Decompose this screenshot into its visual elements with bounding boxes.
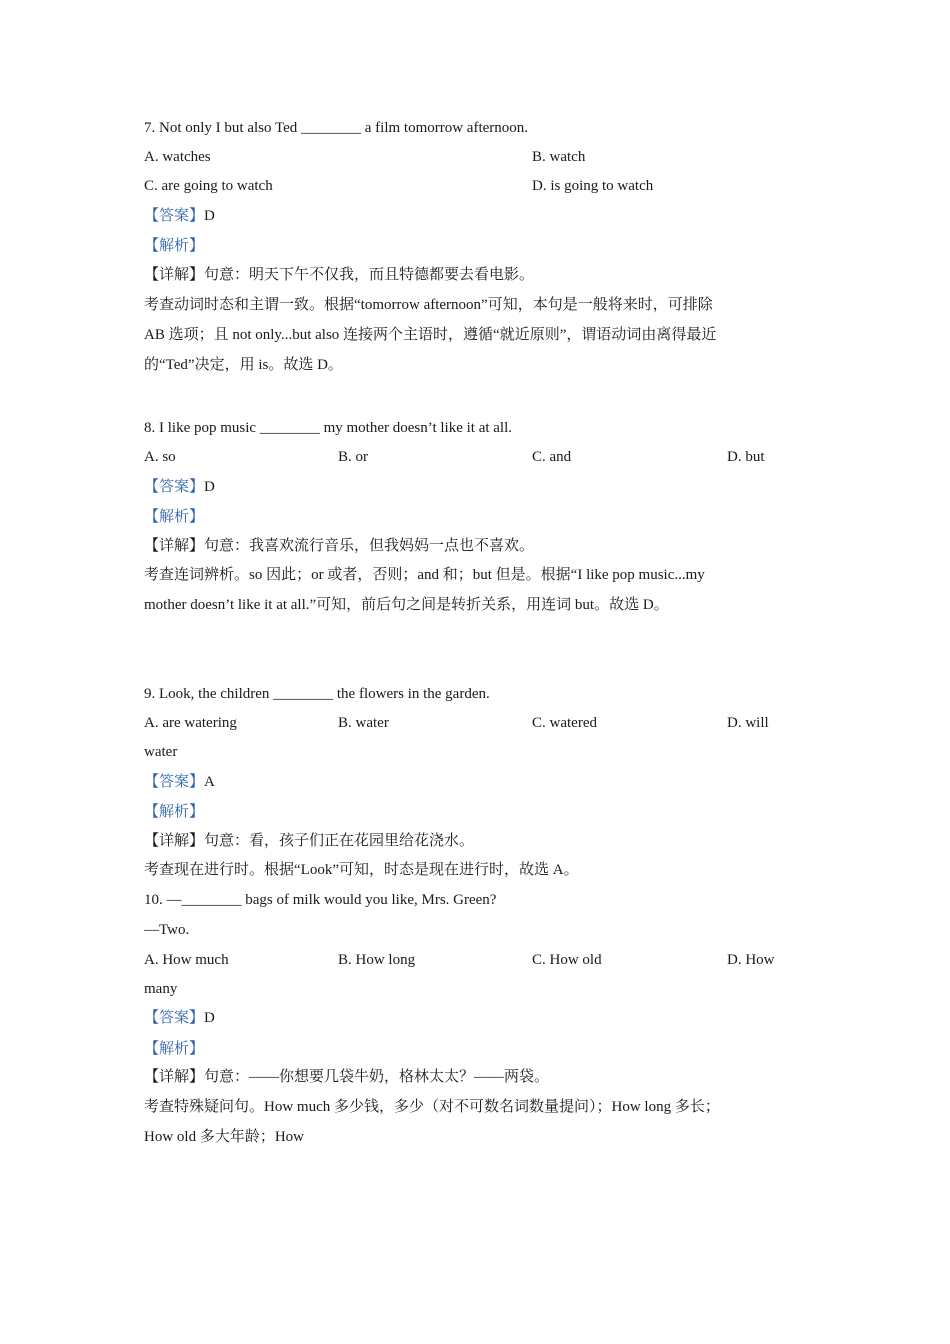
question-10-analysis-tag: 【解析】 <box>144 1041 205 1057</box>
question-8-option-b: B. or <box>338 449 368 465</box>
question-10-stem-reply: —Two. <box>144 922 190 938</box>
question-8-option-c: C. and <box>532 449 572 465</box>
answer-tag: 【答案】 <box>144 208 205 224</box>
question-9-detail <box>144 831 474 851</box>
question-9-stem: 9. Look, the children ________ the flowers in the garden. <box>144 686 490 702</box>
question-9-explanation-line-1: 考查现在进行时。根据“Look”可知，时态是现在进行时，故选 A。 <box>144 862 579 878</box>
question-7-explanation-line-1: 考查动词时态和主谓一致。根据“tomorrow afternoon”可知，本句是一般将来时，可排除 <box>144 297 713 313</box>
question-10-option-c: C. How old <box>532 952 602 968</box>
question-8-analysis-tag: 【解析】 <box>144 509 205 525</box>
question-10-option-d-overflow: many <box>144 981 178 997</box>
answer-value: A <box>204 774 215 790</box>
question-7-analysis-tag: 【解析】 <box>144 238 205 254</box>
answer-tag: 【答案】 <box>144 774 205 790</box>
question-9-answer <box>144 772 215 792</box>
detail-meaning: 句意：我喜欢流行音乐，但我妈妈一点也不喜欢。 <box>204 538 535 554</box>
question-9-option-b: B. water <box>338 715 389 731</box>
answer-tag: 【答案】 <box>144 1010 205 1026</box>
question-7-explanation-line-3: 的“Ted”决定，用 is。故选 D。 <box>144 357 343 373</box>
question-7-answer <box>144 206 215 226</box>
detail-tag: 【详解】 <box>144 1069 205 1085</box>
question-9-option-c: C. watered <box>532 715 597 731</box>
question-8-explanation-line-1: 考查连词辨析。so 因此；or 或者，否则；and 和；but 但是。根据“I like pop music...my <box>144 567 705 583</box>
detail-tag: 【详解】 <box>144 267 205 283</box>
question-7-option-a: A. watches <box>144 149 211 165</box>
question-8-detail <box>144 536 534 556</box>
question-7-stem: 7. Not only I but also Ted ________ a film tomorrow afternoon. <box>144 120 529 136</box>
detail-tag: 【详解】 <box>144 833 205 849</box>
question-8-answer <box>144 477 215 497</box>
detail-meaning: 句意：明天下午不仅我，而且特德都要去看电影。 <box>204 267 535 283</box>
detail-tag: 【详解】 <box>144 538 205 554</box>
question-7-option-c: C. are going to watch <box>144 178 273 194</box>
question-8-explanation-line-2: mother doesn’t like it at all.”可知，前后句之间是转折关系，用连词 but。故选 D。 <box>144 597 669 613</box>
question-10-detail <box>144 1067 549 1087</box>
question-7-option-d: D. is going to watch <box>532 178 654 194</box>
answer-value: D <box>204 208 215 224</box>
question-8-option-d: D. but <box>727 449 765 465</box>
answer-tag: 【答案】 <box>144 479 205 495</box>
question-9-option-a: A. are watering <box>144 715 237 731</box>
question-9-option-d-overflow: water <box>144 744 178 760</box>
question-10-option-d: D. How <box>727 952 775 968</box>
question-10-explanation-line-1: 考查特殊疑问句。How much 多少钱，多少（对不可数名词数量提问）；How long 多长； <box>144 1099 720 1115</box>
question-7-option-b: B. watch <box>532 149 586 165</box>
question-10-answer <box>144 1008 215 1028</box>
detail-meaning: 句意：看，孩子们正在花园里给花浇水。 <box>204 833 475 849</box>
question-7-explanation-line-2: AB 选项；且 not only...but also 连接两个主语时，遵循“就近原则”，谓语动词由离得最近 <box>144 327 717 343</box>
question-8-stem: 8. I like pop music ________ my mother doesn’t like it at all. <box>144 420 513 436</box>
question-7-detail <box>144 265 534 285</box>
question-10-stem: 10. —________ bags of milk would you like, Mrs. Green? <box>144 892 497 908</box>
question-8-option-a: A. so <box>144 449 176 465</box>
question-9-option-d: D. will <box>727 715 769 731</box>
answer-value: D <box>204 1010 215 1026</box>
detail-meaning: 句意：——你想要几袋牛奶，格林太太？——两袋。 <box>204 1069 550 1085</box>
question-9-analysis-tag: 【解析】 <box>144 804 205 820</box>
question-10-option-a: A. How much <box>144 952 229 968</box>
question-10-option-b: B. How long <box>338 952 416 968</box>
question-10-explanation-line-2: How old 多大年龄；How <box>144 1129 304 1145</box>
answer-value: D <box>204 479 215 495</box>
